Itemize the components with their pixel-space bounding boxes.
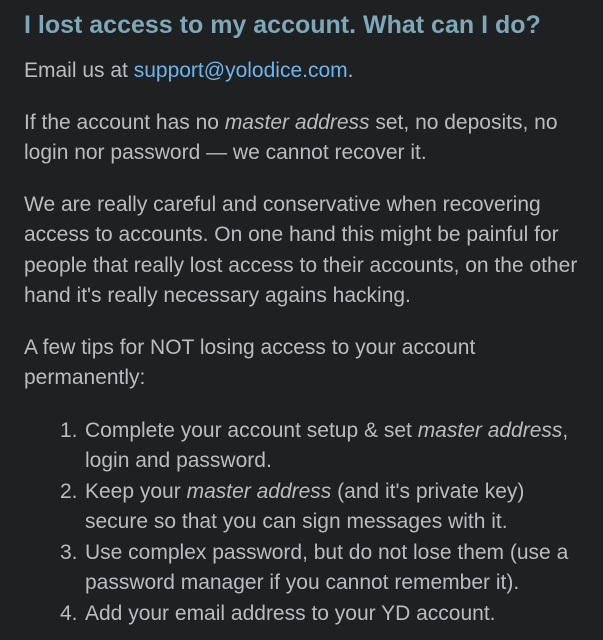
careful-paragraph: We are really careful and conservative when recovering access to accounts. On one hand this might be painful for people that really lost access to their accounts, on the other hand it's really necessary agains hacking. [24, 192, 578, 307]
contact-suffix: . [347, 59, 354, 82]
tip-item [60, 416, 584, 477]
faq-question-title: I lost access to my account. What can I do? [24, 11, 541, 39]
contact-prefix: Email us at [24, 59, 134, 82]
tip-emphasis: master address [417, 418, 563, 442]
tip-item [60, 599, 584, 630]
tip-number: 4. [60, 601, 78, 625]
faq-section [24, 8, 584, 629]
tip-number: 1. [60, 418, 78, 442]
tip-text: Complete your account setup & set [85, 418, 418, 442]
tip-item [60, 538, 584, 599]
tip-number: 2. [60, 479, 78, 503]
tip-emphasis: master address [186, 479, 332, 503]
tip-item [60, 477, 584, 538]
no-recovery-text-1: If the account has no [24, 110, 225, 134]
tip-text-end: (and it's private key) secure so that you can sign messages with it. [85, 479, 525, 533]
tip-text-end: , login and password. [85, 418, 569, 472]
tip-text: Use complex password, but do not lose them (use a password manager if you cannot remember it). [85, 540, 569, 594]
tip-text: Keep your [85, 479, 187, 503]
no-recovery-paragraph [24, 108, 584, 169]
no-recovery-text-2: set, no deposits, no login nor password — we cannot recover it. [24, 110, 558, 164]
no-recovery-emphasis: master address [224, 110, 370, 134]
tip-number: 3. [60, 540, 78, 564]
tip-text: Add your email address to your YD account. [85, 601, 496, 625]
support-email-link[interactable]: support@yolodice.com [133, 59, 348, 82]
tips-intro-paragraph: A few tips for NOT losing access to your account permanently: [24, 335, 476, 389]
contact-paragraph [24, 56, 584, 87]
tips-list [24, 416, 584, 630]
